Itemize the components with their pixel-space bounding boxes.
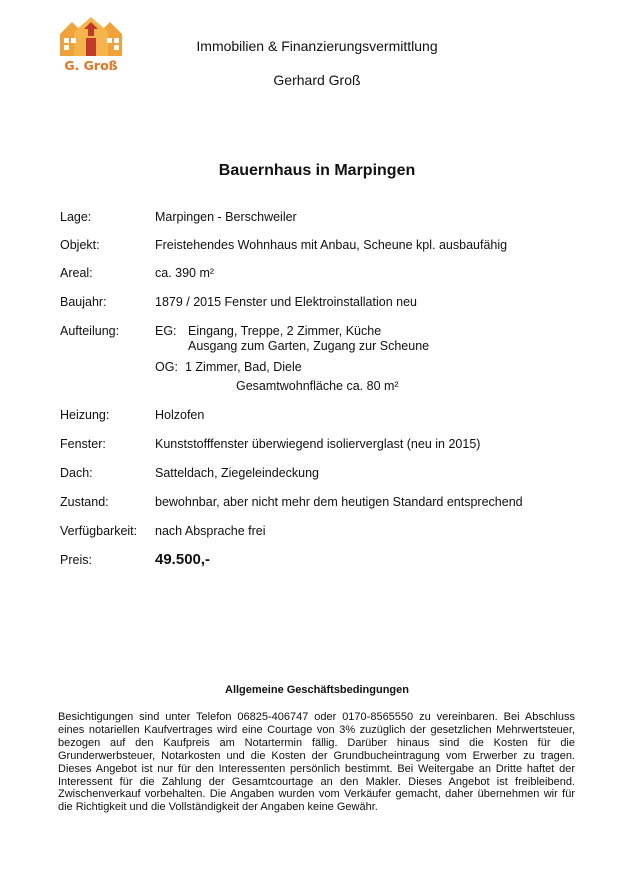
detail-label: Objekt:	[60, 238, 100, 252]
detail-value: bewohnbar, aber nicht mehr dem heutigen Standard entsprechend	[155, 495, 523, 509]
detail-label: Dach:	[60, 466, 93, 480]
total-living-area: Gesamtwohnfläche ca. 80 m²	[236, 379, 399, 393]
price-value: 49.500,-	[155, 551, 211, 568]
detail-value: Marpingen - Berschweiler	[155, 210, 297, 224]
detail-value: nach Absprache frei	[155, 524, 266, 538]
detail-label: Aufteilung:	[60, 324, 120, 338]
detail-label: Fenster:	[60, 437, 106, 451]
detail-value: 1879 / 2015 Fenster und Elektroinstallation neu	[155, 295, 417, 309]
detail-label: Verfügbarkeit:	[60, 524, 138, 538]
detail-value: ca. 390 m²	[155, 266, 215, 280]
logo-text: G. Groß	[64, 58, 118, 73]
page-title: Bauernhaus in Marpingen	[218, 162, 416, 179]
og-prefix: OG:	[155, 360, 178, 374]
detail-label: Lage:	[60, 210, 92, 224]
detail-value: Holzofen	[155, 408, 205, 422]
eg-line-1: Eingang, Treppe, 2 Zimmer, Küche	[188, 324, 382, 338]
detail-label: Preis:	[60, 553, 92, 567]
eg-line-2: Ausgang zum Garten, Zugang zur Scheune	[188, 339, 430, 353]
terms-text: Besichtigungen sind unter Telefon 06825-406747 oder 0170-8565550 zu vereinbaren. Bei Abschluss eines notariellen Kaufvertrages wird eine Courtage von 3% zuzüglich der gesetzlichen Mehrwertsteuer, bezogen auf den Kaufpreis am Notartermin fällig. Darüber hinaus sind die Kosten für die Grunderwerbsteuer, Notarkosten und die Kosten der Grundbucheintragung vom Erwerber zu tragen. Dieses Angebot ist nur für den Interessenten persönlich bestimmt. Bei Weitergabe an Dritte haftet der Interessent für die Zahlung der Gesamtcourtage an den Makler. Dieses Angebot ist freibleibend. Zwischenverkauf vorbehalten. Die Angaben wurden vom Verkäufer gemacht, daher übernehmen wir für die Richtigkeit und die Vollständigkeit der Angaben keine Gewähr.	[58, 711, 575, 814]
detail-value: Satteldach, Ziegeleindeckung	[155, 466, 320, 480]
company-name: Immobilien & Finanzierungsvermittlung	[196, 38, 438, 54]
og-line: 1 Zimmer, Bad, Diele	[185, 360, 302, 374]
detail-label: Baujahr:	[60, 295, 107, 309]
detail-value: Kunststofffenster überwiegend isolierverglast (neu in 2015)	[155, 437, 481, 451]
owner-name: Gerhard Groß	[273, 72, 361, 88]
detail-label: Zustand:	[60, 495, 109, 509]
terms-title: Allgemeine Geschäftsbedingungen	[225, 684, 409, 696]
detail-label: Areal:	[60, 266, 93, 280]
detail-value: Freistehendes Wohnhaus mit Anbau, Scheune kpl. ausbaufähig	[155, 238, 508, 252]
detail-label: Heizung:	[60, 408, 110, 422]
eg-prefix: EG:	[155, 324, 177, 338]
